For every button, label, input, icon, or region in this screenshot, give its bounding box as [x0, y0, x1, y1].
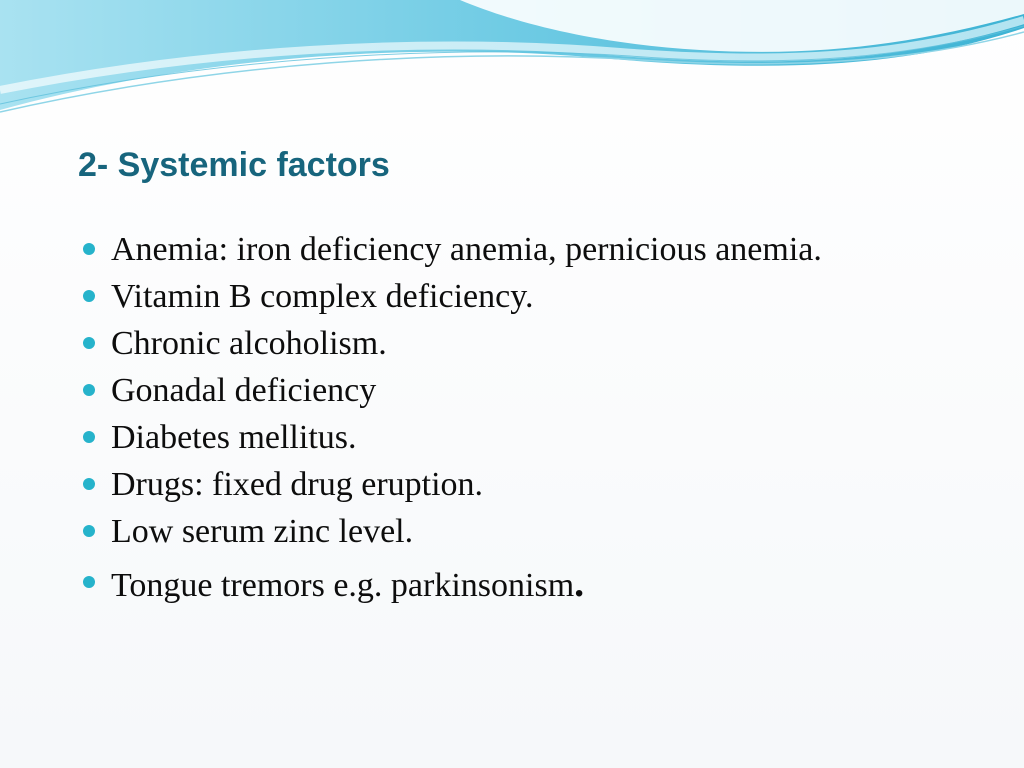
list-item — [80, 465, 980, 504]
bullet-marker — [83, 576, 95, 588]
list-item — [80, 277, 980, 316]
bullet-marker — [83, 384, 95, 396]
list-item-text: Diabetes mellitus. — [111, 419, 357, 456]
list-item-text: Gonadal deficiency — [111, 372, 377, 409]
list-item — [80, 560, 980, 605]
bullet-marker — [83, 243, 95, 255]
bullet-list — [80, 230, 980, 613]
list-item-text: Tongue tremors e.g. parkinsonism — [111, 567, 575, 604]
bullet-marker — [83, 478, 95, 490]
header-wave-decoration — [0, 0, 1024, 130]
list-item — [80, 324, 980, 363]
list-item-text: Anemia: iron deficiency anemia, pernicious anemia. — [111, 231, 822, 268]
list-item-period: . — [574, 560, 585, 605]
list-item-text: Drugs: fixed drug eruption. — [111, 466, 484, 503]
bullet-marker — [83, 431, 95, 443]
list-item-text: Low serum zinc level. — [111, 513, 414, 550]
list-item-text: Vitamin B complex deficiency. — [111, 278, 534, 315]
list-item — [80, 230, 980, 269]
bullet-marker — [83, 337, 95, 349]
list-item — [80, 512, 980, 551]
list-item — [80, 371, 980, 410]
bullet-marker — [83, 525, 95, 537]
slide-title: 2- Systemic factors — [78, 146, 390, 184]
bullet-marker — [83, 290, 95, 302]
list-item-text: Chronic alcoholism. — [111, 325, 387, 362]
list-item — [80, 418, 980, 457]
